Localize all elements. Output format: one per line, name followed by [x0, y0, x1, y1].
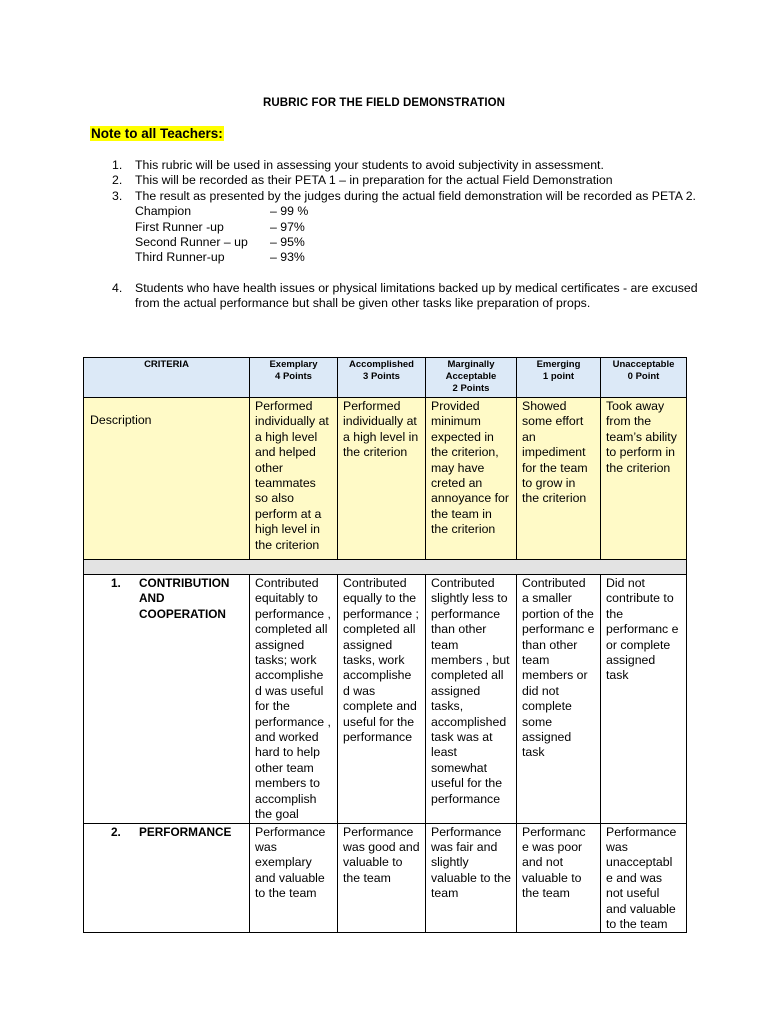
placement-name: Champion — [135, 204, 192, 219]
list-text: The result as presented by the judges during the actual field demonstration will be recorded as PETA 2. — [135, 188, 696, 203]
spacer-row — [84, 560, 687, 575]
list-text: Students who have health issues or physical limitations backed up by medical certificates - are excused from the actual performance but shall be given other tasks like preparation of props. — [135, 280, 698, 311]
list-text: This rubric will be used in assessing your students to avoid subjectivity in assessment. — [135, 158, 604, 172]
header-cell-marginally-acceptable — [426, 358, 517, 398]
note-heading: Note to all Teachers: — [91, 126, 223, 141]
description-cell: Took away from the team’s ability to perform in the criterion — [601, 398, 687, 560]
list-item — [112, 189, 702, 266]
list-number: 2. — [112, 173, 123, 188]
criterion-label-cell — [84, 575, 250, 824]
criterion-number: 2. — [111, 824, 121, 839]
list-number: 4. — [112, 280, 123, 295]
criterion-cell: Performanc e was poor and not valuable to the team — [517, 823, 601, 933]
criterion-label — [89, 576, 244, 622]
header-cell-exemplary — [250, 358, 338, 398]
criterion-name: CONTRIBUTION AND COOPERATION — [139, 576, 230, 621]
header-label: Accomplished — [349, 359, 414, 370]
description-row — [84, 398, 687, 560]
header-cell-unacceptable — [601, 358, 687, 398]
header-label: CRITERIA — [144, 359, 189, 370]
header-label: Marginally Acceptable — [445, 359, 497, 383]
criterion-number: 1. — [111, 576, 121, 590]
header-cell-criteria — [84, 358, 250, 398]
placement-score: – 93% — [270, 250, 305, 265]
placement-score: – 97% — [270, 219, 305, 234]
placement-score: – 95% — [270, 235, 305, 250]
criterion-row — [84, 823, 687, 933]
list-item — [112, 158, 702, 173]
criterion-cell: Performance was fair and slightly valuable to the team — [426, 823, 517, 933]
criterion-cell: Contributed equitably to performance , completed all assigned tasks; work accomplishe d was useful for the performance , and worked hard to help other team members to accomplish the goal — [250, 575, 338, 824]
list-item — [112, 173, 702, 188]
list-number: 1. — [112, 158, 123, 172]
header-points: 0 Point — [627, 371, 660, 383]
placement-row — [135, 250, 702, 265]
criterion-label-cell — [84, 823, 250, 933]
criterion-cell: Performance was exemplary and valuable to the team — [250, 823, 338, 933]
header-cell-accomplished — [338, 358, 426, 398]
description-cell: Provided minimum expected in the criterion, may have creted an annoyance for the team in the criterion — [426, 398, 517, 560]
list-text: This will be recorded as their PETA 1 – in preparation for the actual Field Demonstration — [135, 173, 613, 188]
criterion-name: PERFORMANCE — [139, 824, 232, 839]
criterion-cell: Performance was good and valuable to the team — [338, 823, 426, 933]
placement-score: – 99 % — [270, 204, 309, 219]
placement-row — [135, 204, 702, 219]
criterion-cell: Did not contribute to the performanc e or complete assigned task — [601, 575, 687, 824]
list-item — [112, 281, 702, 312]
description-cell: Showed some effort an impediment for the team to grow in the criterion — [517, 398, 601, 560]
header-points: 3 Points — [363, 371, 400, 383]
placement-list — [135, 204, 702, 266]
criterion-cell: Performance was unacceptabl e and was not useful and valuable to the team — [601, 823, 687, 933]
spacer-cell — [84, 560, 687, 575]
criterion-label — [89, 825, 244, 840]
placement-name: Second Runner – up — [135, 235, 248, 250]
header-label: Unacceptable — [612, 359, 675, 370]
criterion-row — [84, 575, 687, 824]
criterion-cell: Contributed slightly less to performance than other team members , but completed all assigned tasks, accomplished task was at least somewhat useful for the performance — [426, 575, 517, 824]
placement-name: First Runner -up — [135, 219, 224, 234]
instruction-list — [112, 158, 702, 312]
placement-row — [135, 220, 702, 235]
description-cell: Performed individually at a high level and helped other teammates so also perform at a high level in the criterion — [250, 398, 338, 560]
header-points: 1 point — [542, 371, 575, 383]
criterion-cell: Contributed equally to the performance ; completed all assigned tasks, work accomplishe d was complete and useful for the performance — [338, 575, 426, 824]
criterion-cell: Contributed a smaller portion of the performanc e than other team members or did not complete some assigned task — [517, 575, 601, 824]
placement-name: Third Runner-up — [135, 250, 225, 265]
header-label: Exemplary — [269, 359, 318, 370]
header-points: 4 Points — [275, 371, 312, 383]
page-title: RUBRIC FOR THE FIELD DEMONSTRATION — [262, 97, 506, 109]
rubric-table — [83, 357, 687, 933]
header-label: Emerging — [536, 359, 581, 370]
table-header-row — [84, 358, 687, 398]
description-cell: Performed individually at a high level in the criterion — [338, 398, 426, 560]
description-label: Description — [84, 398, 250, 560]
header-points: 2 Points — [452, 383, 490, 395]
placement-row — [135, 235, 702, 250]
header-cell-emerging — [517, 358, 601, 398]
list-number: 3. — [112, 188, 123, 203]
